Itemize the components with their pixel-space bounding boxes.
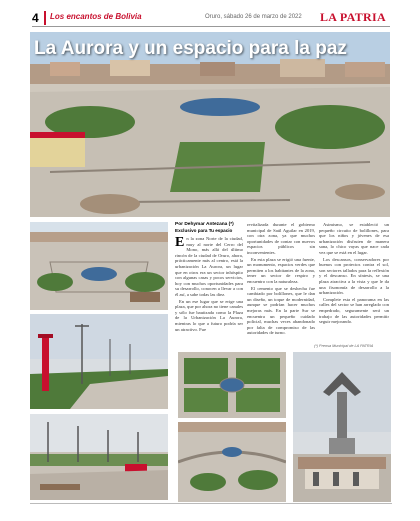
- edition-date: Oruro, sábado 26 de marzo de 2022: [205, 14, 302, 20]
- col2-paragraph: El cemento que se deshecha fue cambiado por bolillones, que le dan un diseño, un toque de modernidad, aunque se podrían hacer muchos mejoras más. En la parte Sur se encuentra un pequeño cuidado policial, muchas veces abandonado por falta de compromiso de las autoridades de turno.: [247, 285, 315, 336]
- photo-credit: (*) Prensa Municipal de LA PATRIA: [314, 344, 374, 348]
- plaza-benches-photo: [30, 414, 168, 500]
- fountain-aerial-photo: [178, 352, 286, 418]
- plaza-overview-photo: [30, 222, 168, 310]
- newspaper-masthead: LA PATRIA: [320, 10, 386, 24]
- article-byline: Por Dehymar Antezana (*): [175, 222, 234, 227]
- section-title: Los encantos de Bolivia: [50, 12, 142, 21]
- col1-paragraph: En un ese lugar que se erige una plaza, que por ahora no tiene canales y sólo fue bautizada como la Plaza de la Urbanización La Aurora, mientras lo que a futuro podría ser un atractivo. Fue: [175, 298, 243, 332]
- dropcap: E: [175, 235, 185, 250]
- col2-paragraph: revitalizada durante el gobierno municipal de Saúl Aguilar en 2019, con otra zona, ya que muchos oportunidades de contar con nuevos espacios públicos sin inconvenientes.: [247, 222, 315, 255]
- col3-paragraph: Asimismo, se estableció un pequeño circuito de bolillones, para que los niños y jóvenes de esa urbanización disfruten de manera sana, lo chico vayas que nace cada vez que se está en el lugar.: [319, 222, 389, 255]
- footer-rule: [30, 503, 392, 504]
- section-divider: [44, 11, 46, 25]
- col3-paragraph: Los descansos, conservadores por buenos con protectos contra el sol, son sectores tallados para la reflexión y el descanso. En síntesis, se una plaza atractiva a la vista y que le da una fisonomía de desarrollo a la urbanización.: [319, 256, 389, 296]
- article-column-2: [247, 222, 315, 342]
- red-arch-photo: [30, 314, 168, 409]
- col2-paragraph: En esta plaza se erigió una fuente, un monumento, espacios verdes que permiten a los habitantes de la zona, tener un sector de respiro y encuentro con la naturaleza.: [247, 256, 315, 284]
- page-number: 4: [32, 11, 39, 25]
- header-rule: [32, 26, 390, 27]
- article-column-1: [175, 236, 243, 342]
- article-headline: La Aurora y un espacio para la paz: [34, 38, 347, 59]
- article-column-3: [319, 222, 389, 340]
- paved-paths-photo: [178, 422, 286, 502]
- col3-paragraph: Complete esta el panorama en las calles del sector se han arreglado con empedrado, seguramente será un trabajo de las autoridades permitir seguir mejorando.: [319, 296, 389, 325]
- article-exclusive-note: Exclusivo para Tu espacio: [175, 228, 233, 233]
- col1-paragraph: n la zona Norte de la ciudad, muy al norte del Cerro del Mono, más allá del último rincón de la ciudad de Oruro, ahora, prácticamente más al centro, está la urbanización La Aurora, un lugar que en otros era un sector inhóspito con algunas casas y pocos servicios, hoy con muchos oportunidades para su desarrollo, conocen a llevar a con él así, a sabe todas las diez.: [175, 236, 243, 297]
- monument-photo: [293, 352, 391, 502]
